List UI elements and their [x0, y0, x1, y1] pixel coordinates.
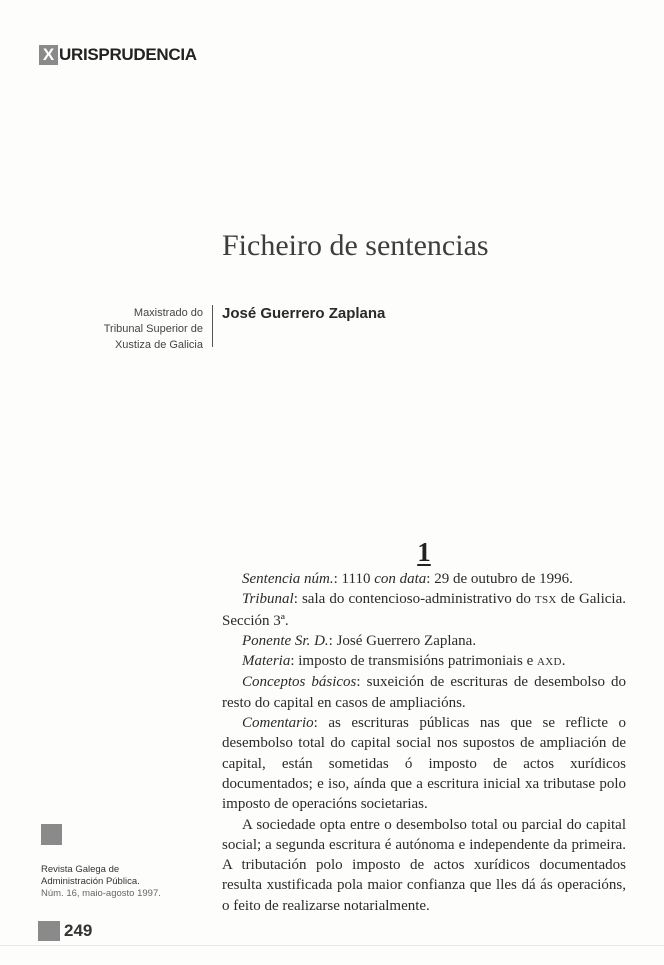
comentario-paragraph: [222, 713, 626, 814]
sentencia-line: [222, 569, 626, 589]
bottom-rule: [0, 945, 664, 946]
journal-issue: Núm. 16, maio-agosto 1997.: [41, 888, 161, 899]
tribunal-value: : sala do contencioso-administrativo do: [293, 591, 535, 608]
materia-label: Materia: [242, 653, 291, 670]
tribunal-abbrev: TSX: [534, 594, 557, 607]
conceptos-label: Conceptos básicos: [242, 674, 357, 691]
journal-line: Revista Galega de: [41, 864, 120, 875]
materia-value: : imposto de transmisións patrimoniais e: [290, 653, 537, 670]
con-data-label: con data: [374, 571, 427, 587]
ponente-line: [222, 631, 626, 651]
ponente-label: Ponente Sr. D.: [242, 632, 329, 649]
materia-line: [222, 651, 626, 672]
conceptos-value: : suxeición de escrituras de desembolso do resto do capital en casos de ampliacións.: [222, 674, 626, 711]
sentencia-label: Sentencia núm.: [242, 571, 334, 587]
affiliation-line: Maxistrado do: [133, 307, 203, 319]
tribunal-line: [222, 589, 626, 631]
materia-end: .: [561, 653, 566, 670]
article-title: Ficheiro de sentencias: [222, 229, 489, 262]
section-number: 1: [417, 537, 431, 567]
body-paragraph-2: A sociedade opta entre o desembolso total ou parcial do capital social; a segunda escritura é autónoma e independente da primeira. A tributación polo imposto de actos xurídicos documentados resulta xustificada pola maior confianza que lles dá ás operacións, o feito de realizarse notarialmente.: [222, 816, 626, 914]
section-header: [39, 45, 197, 65]
author-affiliation: [60, 305, 203, 353]
page-number: 249: [64, 921, 93, 940]
page-number-block: [38, 921, 92, 941]
comentario-value: : as escrituras públicas nas que se reflicte o desembolso total do capital social nos supostos de ampliación de capital, están sometidas ó imposto de actos xurídicos documentados; e iso, aínda que a escritura inicial xa tributase polo imposto de operacións societarias.: [222, 715, 626, 813]
conceptos-line: [222, 672, 626, 713]
section-title: URISPRUDENCIA: [59, 45, 197, 64]
materia-abbrev: AXD: [536, 656, 562, 669]
journal-citation: [41, 864, 201, 900]
affiliation-divider: [212, 305, 213, 347]
comentario-label: Comentario: [242, 715, 314, 732]
section-letter-box: X: [39, 45, 58, 65]
page-number-box: [38, 921, 60, 941]
author-name: José Guerrero Zaplana: [222, 305, 386, 322]
tribunal-value-end: de Galicia. Sección 3ª.: [222, 591, 627, 629]
tribunal-label: Tribunal: [242, 591, 294, 608]
ponente-value: : José Guerrero Zaplana.: [328, 632, 477, 649]
con-data-value: : 29 de outubro de 1996.: [426, 571, 573, 587]
sidebar-gray-block: [41, 824, 62, 845]
journal-line: Administración Pública.: [41, 876, 140, 887]
affiliation-line: Tribunal Superior de: [103, 323, 203, 335]
article-body: [222, 569, 626, 916]
affiliation-line: Xustiza de Galicia: [114, 339, 203, 351]
sentencia-value: : 1110: [333, 571, 375, 587]
